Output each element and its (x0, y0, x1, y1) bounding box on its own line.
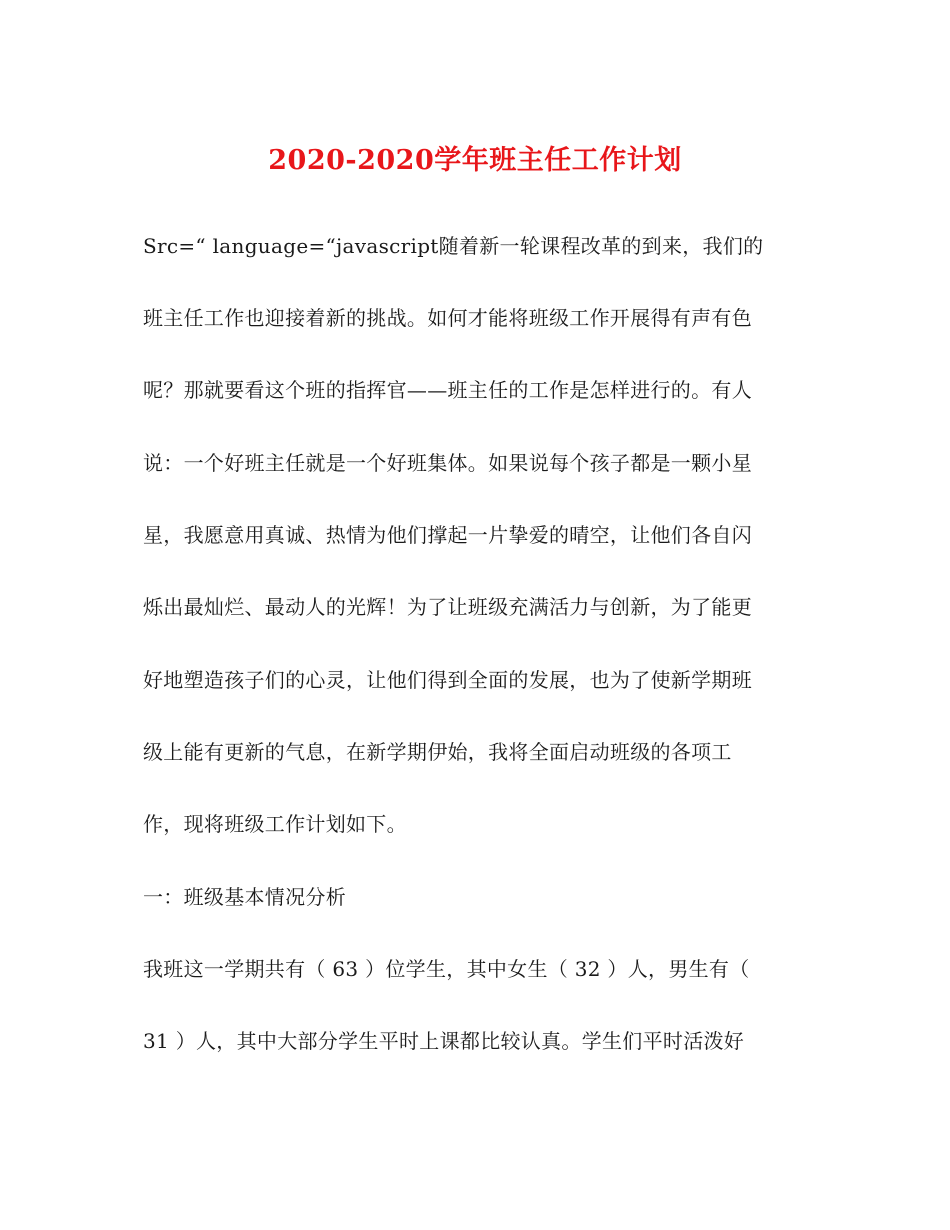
paragraph-line: 星，我愿意用真诚、热情为他们撑起一片挚爱的晴空，让他们各自闪 (143, 523, 752, 547)
paragraph-line: 呢？那就要看这个班的指挥官——班主任的工作是怎样进行的。有人 (143, 378, 752, 402)
paragraph-line: 说：一个好班主任就是一个好班集体。如果说每个孩子都是一颗小星 (143, 451, 752, 475)
paragraph-line: 好地塑造孩子们的心灵，让他们得到全面的发展，也为了使新学期班 (143, 668, 752, 692)
paragraph-line: 我班这一学期共有（ 63 ）位学生，其中女生（ 32 ）人，男生有（ (143, 957, 750, 981)
document-title: 2020-2020学年班主任工作计划 (268, 145, 682, 176)
paragraph-line: 烁出最灿烂、最动人的光辉！为了让班级充满活力与创新，为了能更 (143, 595, 752, 619)
paragraph-line: Src=“ language=“javascript随着新一轮课程改革的到来，我们的 (143, 234, 764, 258)
paragraph-line: 班主任工作也迎接着新的挑战。如何才能将班级工作开展得有声有色 (143, 306, 752, 330)
paragraph-line: 级上能有更新的气息，在新学期伊始，我将全面启动班级的各项工 (143, 740, 732, 764)
paragraph-line: 作，现将班级工作计划如下。 (143, 812, 407, 836)
paragraph-line: 31 ）人，其中大部分学生平时上课都比较认真。学生们平时活泼好 (143, 1029, 745, 1053)
section-heading: 一：班级基本情况分析 (143, 885, 346, 909)
